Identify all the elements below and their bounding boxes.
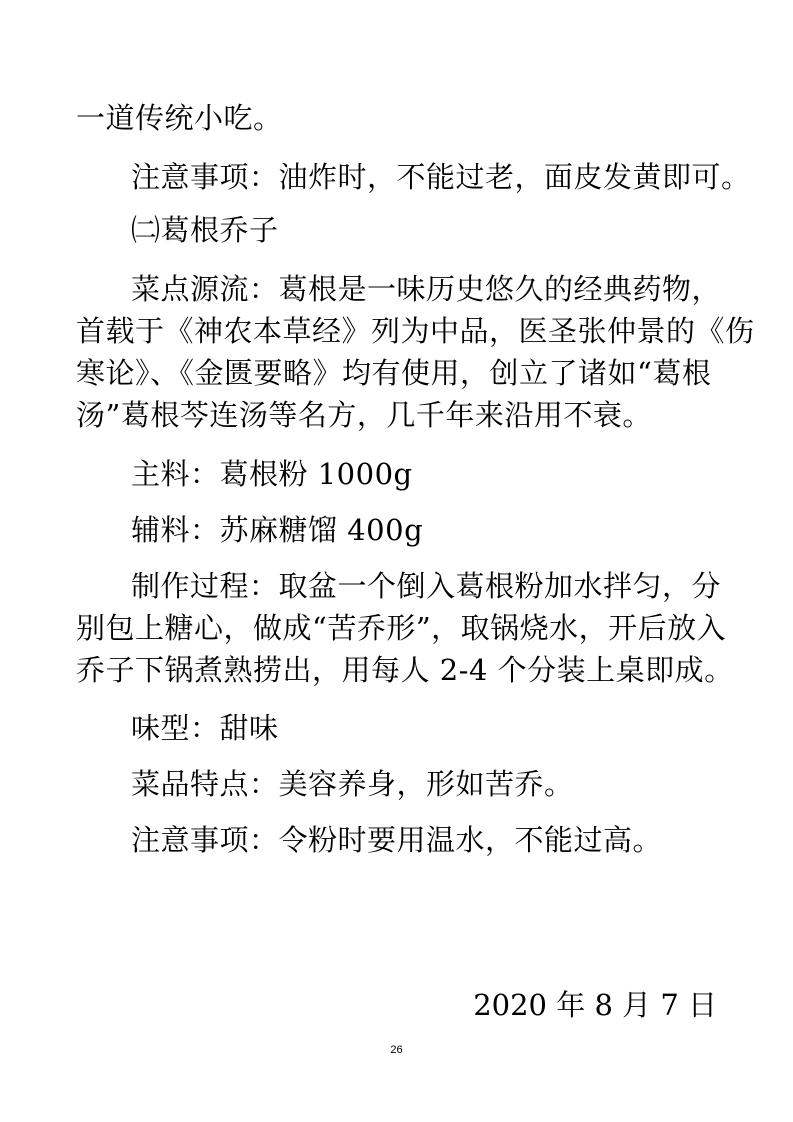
text-line: 菜品特点：美容养身，形如苦乔。 [131,767,574,801]
text-line: 乔子下锅煮熟捞出，用每人 2-4 个分装上桌即成。 [76,653,734,687]
text-line: 辅料：苏麻糖馏 400g [131,513,424,547]
text-line: 制作过程：取盆一个倒入葛根粉加水拌匀，分 [131,569,722,603]
text-line: 菜点源流：葛根是一味历史悠久的经典药物， [131,272,722,306]
text-line: 注意事项：油炸时，不能过老，面皮发黄即可。 [131,160,751,194]
text-line: 首载于《神农本草经》列为中品，医圣张仲景的《伤 [76,314,755,348]
text-line: 主料：葛根粉 1000g [131,457,413,491]
section-heading: ㈡葛根乔子 [131,213,279,247]
page-number: 26 [390,1044,403,1056]
text-line: 别包上糖心，做成“苦乔形”，取锅烧水，开后放入 [76,611,727,645]
text-line: 汤”葛根芩连汤等名方，几千年来沿用不衰。 [76,398,652,432]
document-date: 2020 年 8 月 7 日 [473,988,717,1022]
text-line: 注意事项：令粉时要用温水，不能过高。 [131,823,663,857]
text-line: 味型：甜味 [131,711,279,745]
text-line: 寒论》、《金匮要略》均有使用，创立了诸如“葛根 [76,356,712,390]
text-line: 一道传统小吃。 [76,101,283,135]
